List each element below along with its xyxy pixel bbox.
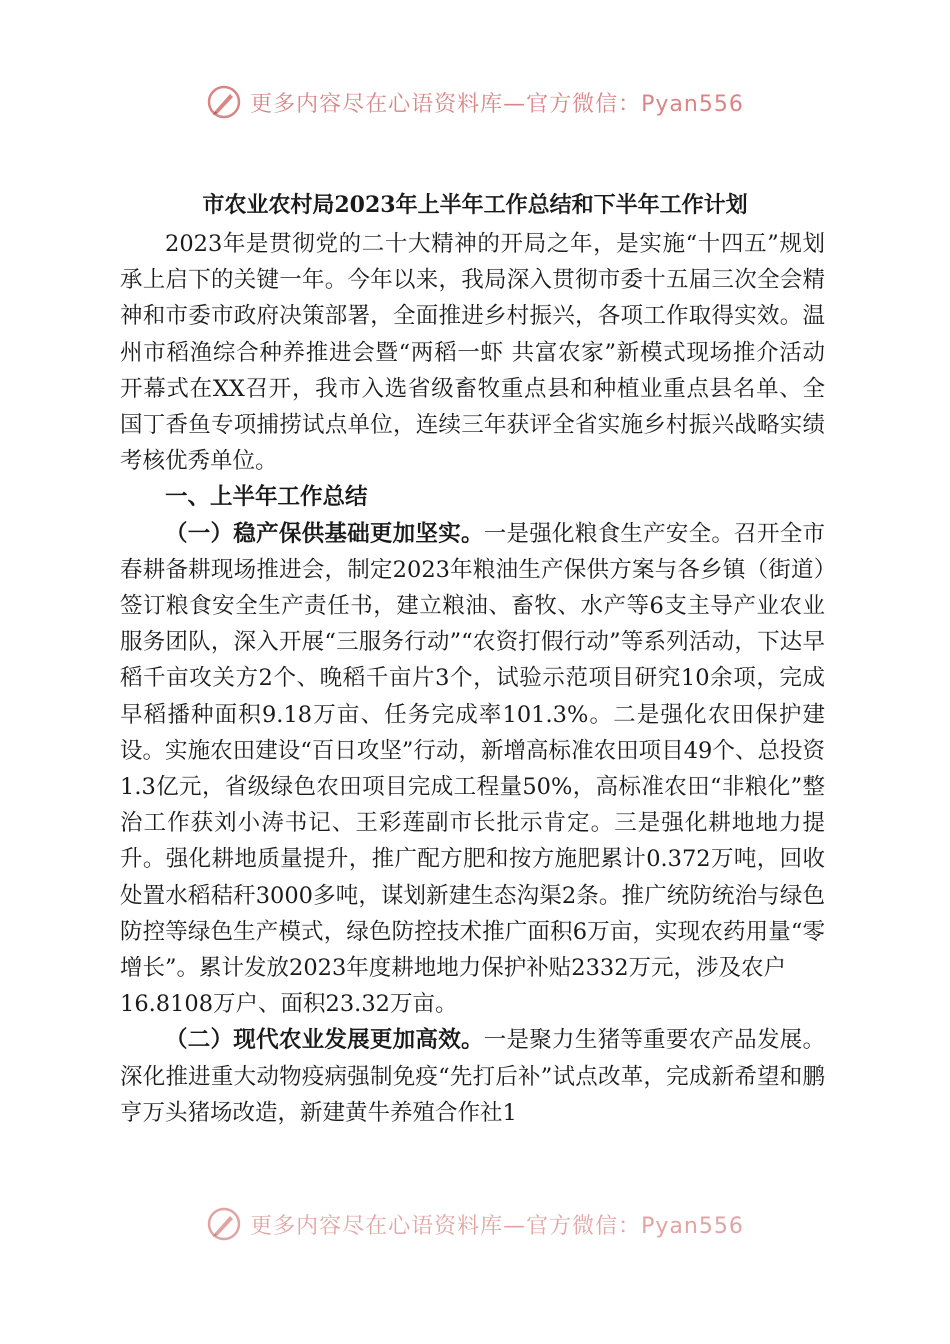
pen-logo-icon	[206, 84, 242, 120]
subsection-1-tail: 16.8108万户、面积23.32万亩。	[120, 991, 458, 1018]
subsection-2-lead: （二）现代农业发展更加高效。	[165, 1027, 484, 1054]
subsection-1-lead: （一）稳产保供基础更加坚实。	[165, 520, 484, 547]
watermark-footer	[0, 1204, 950, 1244]
subsection-2-paragraph	[120, 1022, 825, 1131]
intro-paragraph: 2023年是贯彻党的二十大精神的开局之年，是实施“十四五”规划承上启下的关键一年。今年以来，我局深入贯彻市委十五届三次全会精神和市委市政府决策部署，全面推进乡村振兴，各项工作取得实效。温州市稻渔综合种养推进会暨“两稻一虾 共富农家”新模式现场推介活动开幕式在XX召开，我市入选省级畜牧重点县和种植业重点县名单、全国丁香鱼专项捕捞试点单位，连续三年获评全省实施乡村振兴战略实绩考核优秀单位。	[120, 231, 825, 475]
section-heading: 一、上半年工作总结	[165, 484, 368, 511]
watermark-text: 更多内容尽在心语资料库—官方微信：Pyan556	[250, 1213, 744, 1239]
watermark-header	[0, 82, 950, 122]
document-body	[120, 226, 825, 1131]
document-title: 市农业农村局2023年上半年工作总结和下半年工作计划	[202, 192, 748, 218]
subsection-1-paragraph	[120, 516, 825, 987]
watermark-text: 更多内容尽在心语资料库—官方微信：Pyan556	[250, 91, 744, 117]
pen-logo-icon	[206, 1206, 242, 1242]
subsection-1-body: 一是强化粮食生产安全。召开全市春耕备耕现场推进会，制定2023年粮油生产保供方案与各乡镇（街道）签订粮食安全生产责任书，建立粮油、畜牧、水产等6支主导产业农业服务团队，深入开展“三服务行动”“农资打假行动”等系列活动，下达早稻千亩攻关方2个、晚稻千亩片3个，试验示范项目研究10余项，完成早稻播种面积9.18万亩、任务完成率101.3%。二是强化农田保护建设。实施农田建设“百日攻坚”行动，新增高标准农田项目49个、总投资1.3亿元，省级绿色农田项目完成工程量50%，高标准农田“非粮化”整治工作获刘小涛书记、王彩莲副市长批示肯定。三是强化耕地地力提升。强化耕地质量提升，推广配方肥和按方施肥累计0.372万吨，回收处置水稻秸秆3000多吨，谋划新建生态沟渠2条。推广统防统治与绿色防控等绿色生产模式，绿色防控技术推广面积6万亩，实现农药用量“零增长”。累计发放2023年度耕地地力保护补贴2332万元，涉及农户	[120, 520, 825, 982]
subsection-2-body: 一是聚力生猪等重要农产品发展。深化推进重大动物疫病强制免疫“先打后补”试点改革，完成新希望和鹏亨万头猪场改造，新建黄牛养殖合作社1	[120, 1027, 825, 1126]
